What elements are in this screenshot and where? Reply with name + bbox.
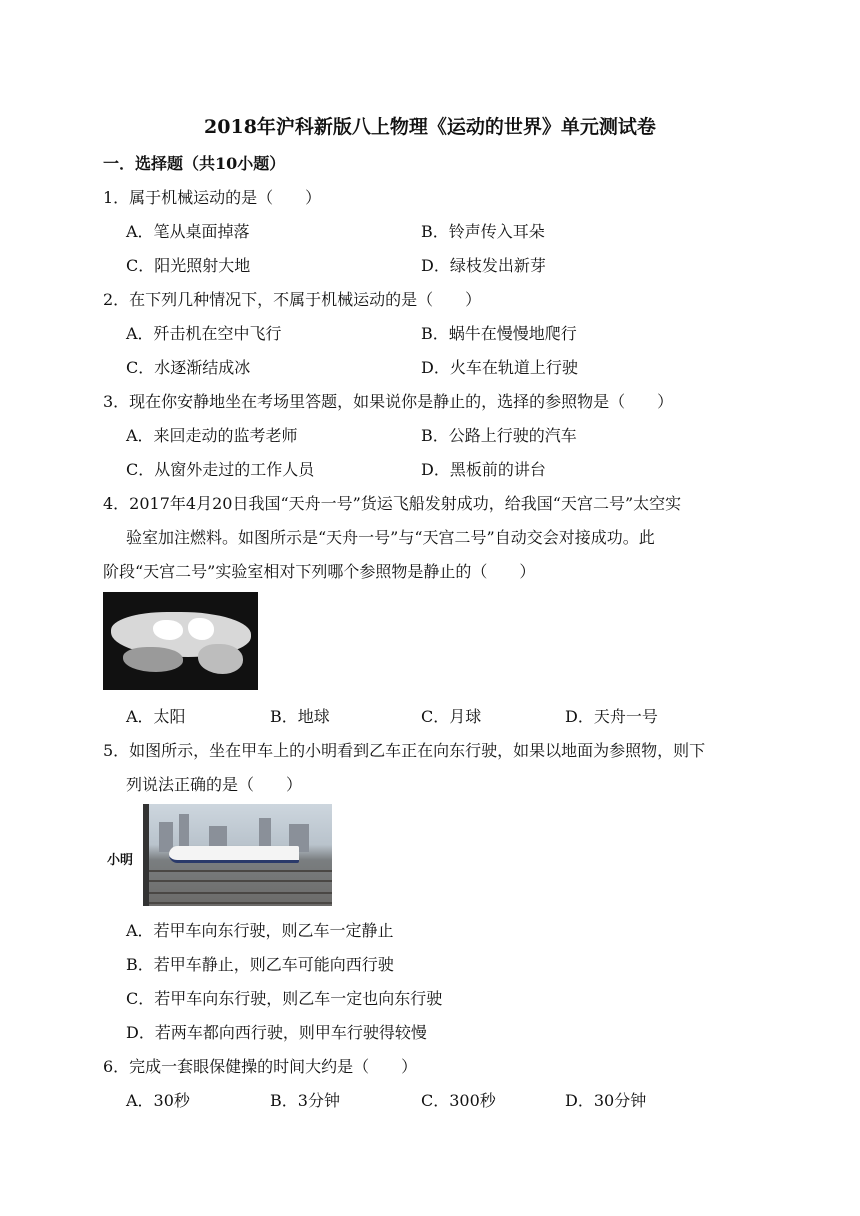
q6-option-d: D．30分钟 [565,1091,647,1110]
q5-option-a: A．若甲车向东行驶，则乙车一定静止 [126,921,394,940]
docking-photo [103,592,258,690]
q5-option-c: C．若甲车向东行驶，则乙车一定也向东行驶 [126,989,443,1008]
figure-label-xiaoming: 小明 [107,853,134,868]
q4-option-d: D．天舟一号 [565,707,658,726]
section-heading: 一．选择题（共10小题） [103,154,286,173]
q4-option-b: B．地球 [270,707,330,726]
q3-option-b: B．公路上行驶的汽车 [421,426,577,445]
q2-option-c: C．水逐渐结成冰 [126,358,251,377]
question-4-line-3: 阶段“天宫二号”实验室相对下列哪个参照物是静止的（ ） [103,562,536,581]
q3-option-a: A．来回走动的监考老师 [126,426,298,445]
q3-option-d: D．黑板前的讲台 [421,460,546,479]
q2-option-b: B．蜗牛在慢慢地爬行 [421,324,577,343]
question-4-line-1: 4．2017年4月20日我国“天舟一号”货运飞船发射成功，给我国“天宫二号”太空实 [103,494,682,513]
question-2-stem: 2．在下列几种情况下，不属于机械运动的是（ ） [103,290,482,309]
question-6-stem: 6．完成一套眼保健操的时间大约是（ ） [103,1057,418,1076]
q5-option-b: B．若甲车静止，则乙车可能向西行驶 [126,955,394,974]
q1-option-a: A．笔从桌面掉落 [126,222,250,241]
train-photo [103,804,332,906]
question-4-line-2: 验室加注燃料。如图所示是“天舟一号”与“天宫二号”自动交会对接成功。此 [126,528,655,547]
q4-option-a: A．太阳 [126,707,186,726]
q2-option-d: D．火车在轨道上行驶 [421,358,578,377]
q4-option-c: C．月球 [421,707,482,726]
q6-option-a: A．30秒 [126,1091,190,1110]
question-1-stem: 1．属于机械运动的是（ ） [103,188,322,207]
q2-option-a: A．歼击机在空中飞行 [126,324,282,343]
question-5-line-2: 列说法正确的是（ ） [126,775,303,794]
q1-option-d: D．绿枝发出新芽 [421,256,546,275]
q5-option-d: D．若两车都向西行驶，则甲车行驶得较慢 [126,1023,427,1042]
question-5-line-1: 5．如图所示，坐在甲车上的小明看到乙车正在向东行驶，如果以地面为参照物，则下 [103,741,706,760]
q6-option-c: C．300秒 [421,1091,496,1110]
q1-option-b: B．铃声传入耳朵 [421,222,545,241]
q3-option-c: C．从窗外走过的工作人员 [126,460,315,479]
q6-option-b: B．3分钟 [270,1091,340,1110]
question-3-stem: 3．现在你安静地坐在考场里答题，如果说你是静止的，选择的参照物是（ ） [103,392,674,411]
page-title: 2018年沪科新版八上物理《运动的世界》单元测试卷 [204,116,656,138]
q1-option-c: C．阳光照射大地 [126,256,251,275]
